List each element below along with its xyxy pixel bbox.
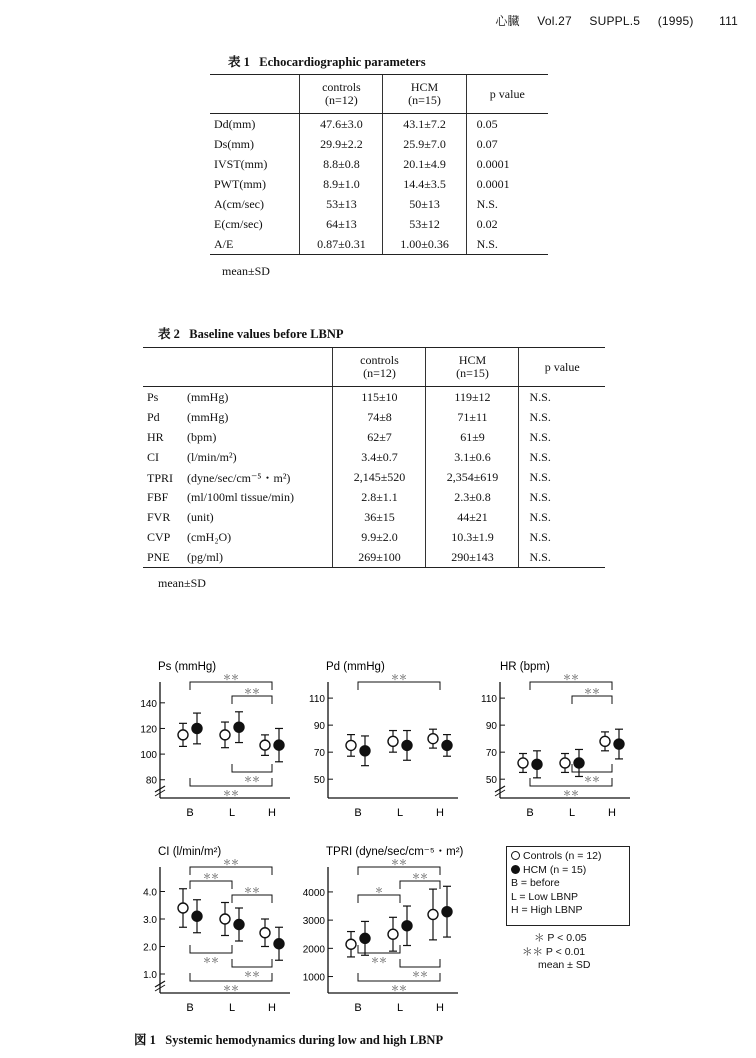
hcm-point — [360, 746, 370, 756]
legend-p05: ＊ P < 0.05 — [534, 932, 587, 944]
hcm-cell: 44±21 — [426, 507, 519, 527]
column-header — [143, 348, 333, 387]
significance-label: ＊＊ — [584, 775, 600, 784]
y-tick-label: 1000 — [302, 972, 325, 984]
param-name: TPRI — [147, 470, 174, 485]
significance-label: ＊＊ — [203, 956, 219, 965]
param-name: PNE — [147, 549, 170, 564]
x-tick-label: L — [396, 807, 404, 819]
param-name: Pd — [147, 409, 160, 424]
param-cell: A(cm/sec) — [214, 196, 264, 211]
param-name: CI — [147, 449, 159, 464]
controls-cell: 2,145±520 — [333, 467, 426, 487]
year: (1995) — [657, 14, 694, 28]
significance-bracket — [190, 881, 232, 889]
controls-cell: 0.87±0.31 — [300, 234, 383, 255]
controls-cell: 74±8 — [333, 407, 426, 427]
significance-label: ＊＊ — [244, 970, 260, 979]
table2-caption — [158, 324, 344, 342]
hcm-point — [192, 911, 202, 921]
y-tick-label: 3.0 — [143, 915, 157, 926]
significance-legend — [522, 932, 590, 973]
param-unit: (unit) — [187, 509, 214, 524]
page-number: 111 — [719, 14, 738, 28]
significance-bracket — [358, 895, 400, 903]
hcm-cell: 2.3±0.8 — [426, 487, 519, 507]
significance-bracket — [572, 696, 612, 704]
param-cell — [143, 487, 333, 507]
chart-panel — [303, 846, 464, 1014]
chart-panel — [309, 661, 458, 819]
table-row — [210, 194, 548, 214]
y-tick-label: 110 — [309, 694, 325, 706]
significance-bracket — [232, 959, 272, 967]
significance-label: ＊＊ — [244, 687, 260, 696]
param-cell: E(cm/sec) — [214, 216, 263, 231]
param-cell — [143, 427, 333, 447]
param-cell: Dd(mm) — [214, 116, 256, 131]
controls-cell: 2.8±1.1 — [333, 487, 426, 507]
significance-label: ＊＊ — [391, 673, 407, 682]
controls-point — [178, 730, 188, 740]
p-value-cell: N.S. — [519, 467, 605, 487]
controls-point — [600, 736, 610, 746]
hcm-cell: 1.00±0.36 — [383, 234, 466, 255]
hcm-point — [442, 907, 452, 917]
controls-point — [428, 734, 438, 744]
y-tick-label: 90 — [313, 721, 325, 733]
y-tick-label: 70 — [313, 748, 325, 760]
param-cell — [143, 447, 333, 467]
controls-point — [388, 736, 398, 746]
legend-b: B = before — [511, 877, 560, 889]
controls-cell: 9.9±2.0 — [333, 527, 426, 547]
significance-label: ＊ — [375, 886, 383, 895]
table-row — [143, 427, 605, 447]
table-row — [143, 527, 605, 547]
p-value-cell: N.S. — [519, 507, 605, 527]
y-tick-label: 100 — [140, 750, 157, 762]
y-tick-label: 4000 — [302, 887, 325, 899]
chart-panel — [140, 661, 290, 819]
hcm-point — [442, 740, 452, 750]
controls-point — [260, 928, 270, 938]
table-row — [210, 234, 548, 255]
hcm-cell: 20.1±4.9 — [383, 154, 466, 174]
controls-point — [518, 758, 528, 768]
param-cell: IVST(mm) — [214, 156, 268, 171]
param-unit: (mmHg) — [187, 409, 229, 424]
column-header: controls (n=12) — [300, 75, 383, 114]
controls-cell: 8.9±1.0 — [300, 174, 383, 194]
hcm-point — [402, 740, 412, 750]
x-tick-label: B — [186, 1002, 194, 1014]
chart-title: Ps (mmHg) — [158, 661, 217, 673]
volume: Vol.27 — [537, 14, 572, 28]
significance-label: ＊＊ — [244, 886, 260, 895]
table1 — [210, 74, 548, 255]
controls-cell: 115±10 — [333, 387, 426, 408]
legend-msd: mean ± SD — [538, 959, 591, 971]
param-name: Ps — [147, 389, 159, 404]
hcm-point — [274, 740, 284, 750]
significance-bracket — [400, 881, 440, 889]
controls-cell: 47.6±3.0 — [300, 114, 383, 135]
y-tick-label: 50 — [485, 775, 497, 787]
hcm-cell: 3.1±0.6 — [426, 447, 519, 467]
chart-title: CI (l/min/m²) — [158, 846, 222, 858]
legend-h: H = High LBNP — [511, 904, 583, 916]
param-cell — [143, 407, 333, 427]
table-row — [143, 507, 605, 527]
param-cell — [143, 547, 333, 568]
p-value-cell: 0.05 — [466, 114, 548, 135]
hcm-cell: 10.3±1.9 — [426, 527, 519, 547]
journal-name: 心臓 — [495, 14, 520, 28]
table1-note: mean±SD — [222, 264, 270, 278]
significance-bracket — [358, 945, 400, 953]
controls-cell: 62±7 — [333, 427, 426, 447]
significance-label: ＊＊ — [203, 872, 219, 881]
x-tick-label: H — [268, 807, 276, 819]
table-row — [143, 547, 605, 568]
p-value-cell: N.S. — [519, 427, 605, 447]
legend-hcm: HCM (n = 15) — [511, 864, 625, 878]
hcm-cell: 2,354±619 — [426, 467, 519, 487]
chart-title: HR (bpm) — [500, 661, 550, 673]
param-cell: A/E — [210, 234, 300, 255]
figure-1 — [0, 640, 756, 1020]
param-unit: (ml/100ml tissue/min) — [187, 489, 294, 504]
column-header: p value — [466, 75, 548, 114]
significance-bracket — [232, 764, 272, 772]
hcm-point — [274, 939, 284, 949]
significance-bracket — [400, 959, 440, 967]
controls-point — [220, 914, 230, 924]
hcm-point — [402, 921, 412, 931]
hcm-point — [234, 920, 244, 930]
param-unit: (cmH₂O) — [187, 529, 232, 544]
controls-point — [346, 740, 356, 750]
table-row — [143, 447, 605, 467]
y-tick-label: 50 — [313, 775, 325, 787]
p-value-cell: N.S. — [519, 387, 605, 408]
param-cell — [143, 387, 333, 408]
x-tick-label: B — [354, 807, 362, 819]
controls-point — [346, 939, 356, 949]
y-tick-label: 2000 — [302, 944, 325, 956]
table2 — [143, 347, 605, 568]
figure-title: Systemic hemodynamics during low and high LBNP — [165, 1033, 444, 1047]
significance-label: ＊＊ — [584, 687, 600, 696]
table-row — [143, 487, 605, 507]
hcm-cell: 25.9±7.0 — [383, 134, 466, 154]
x-tick-label: B — [186, 807, 194, 819]
param-cell — [143, 507, 333, 527]
hcm-cell: 119±12 — [426, 387, 519, 408]
p-value-cell: 0.07 — [466, 134, 548, 154]
y-tick-label: 120 — [140, 724, 157, 736]
x-tick-label: B — [526, 807, 534, 819]
x-tick-label: B — [354, 1002, 362, 1014]
significance-label: ＊＊ — [223, 673, 239, 682]
hcm-cell: 14.4±3.5 — [383, 174, 466, 194]
significance-bracket — [232, 895, 272, 903]
param-unit: (mmHg) — [187, 389, 229, 404]
legend-controls: Controls (n = 12) — [511, 850, 625, 864]
param-unit: (dyne/sec/cm⁻⁵・m²) — [187, 470, 291, 485]
param-cell: Ds(mm) — [214, 136, 254, 151]
open-circle-icon — [511, 851, 520, 860]
supplement: SUPPL.5 — [589, 14, 641, 28]
hcm-cell: 290±143 — [426, 547, 519, 568]
param-cell — [143, 527, 333, 547]
controls-point — [388, 929, 398, 939]
hcm-point — [574, 758, 584, 768]
hcm-point — [234, 722, 244, 732]
x-tick-label: L — [396, 1002, 404, 1014]
table-row — [210, 134, 548, 154]
table-row — [210, 154, 548, 174]
significance-label: ＊＊ — [223, 858, 239, 867]
controls-point — [178, 903, 188, 913]
column-header: p value — [519, 348, 605, 387]
table-row — [210, 114, 548, 135]
y-tick-label: 2.0 — [143, 942, 157, 954]
controls-cell: 64±13 — [300, 214, 383, 234]
chart-panel — [481, 661, 630, 819]
x-tick-label: H — [436, 1002, 444, 1014]
x-tick-label: H — [608, 807, 616, 819]
table-header-row — [210, 75, 548, 114]
hcm-point — [614, 739, 624, 749]
hcm-cell: 53±12 — [383, 214, 466, 234]
table-row — [210, 214, 548, 234]
y-tick-label: 3000 — [302, 916, 325, 928]
column-header: HCM (n=15) — [383, 75, 466, 114]
p-value-cell: N.S. — [466, 194, 548, 214]
significance-label: ＊＊ — [391, 984, 407, 993]
significance-bracket — [190, 945, 232, 953]
param-unit: (l/min/m²) — [187, 449, 237, 464]
p-value-cell: N.S. — [519, 527, 605, 547]
y-tick-label: 1.0 — [143, 970, 157, 981]
y-tick-label: 4.0 — [143, 887, 157, 899]
table1-title: Echocardiographic parameters — [259, 55, 426, 69]
table-row — [210, 174, 548, 194]
param-cell: PWT(mm) — [214, 176, 266, 191]
y-tick-label: 70 — [485, 748, 497, 760]
table2-label: 表 2 — [158, 327, 180, 341]
p-value-cell: 0.0001 — [466, 154, 548, 174]
figure-caption — [134, 1030, 443, 1048]
column-header: HCM (n=15) — [426, 348, 519, 387]
controls-cell: 29.9±2.2 — [300, 134, 383, 154]
table2-title: Baseline values before LBNP — [189, 327, 344, 341]
significance-label: ＊＊ — [391, 858, 407, 867]
controls-point — [260, 740, 270, 750]
param-name: HR — [147, 429, 164, 444]
column-header — [210, 75, 300, 114]
hcm-point — [532, 759, 542, 769]
legend-p01: ＊＊ P < 0.01 — [522, 945, 586, 958]
hcm-point — [192, 723, 202, 733]
controls-cell: 3.4±0.7 — [333, 447, 426, 467]
hcm-cell: 50±13 — [383, 194, 466, 214]
param-unit: (pg/ml) — [187, 549, 223, 564]
significance-bracket — [358, 682, 440, 690]
param-cell — [143, 467, 333, 487]
significance-label: ＊＊ — [223, 984, 239, 993]
hcm-cell: 43.1±7.2 — [383, 114, 466, 135]
significance-bracket — [232, 696, 272, 704]
x-tick-label: H — [436, 807, 444, 819]
controls-cell: 53±13 — [300, 194, 383, 214]
controls-point — [428, 909, 438, 919]
significance-label: ＊＊ — [563, 673, 579, 682]
significance-label: ＊＊ — [371, 956, 387, 965]
figure-label: 図 1 — [134, 1033, 156, 1047]
p-value-cell: N.S. — [519, 407, 605, 427]
p-value-cell: N.S. — [519, 447, 605, 467]
figure-legend — [506, 846, 630, 926]
table1-label: 表 1 — [228, 55, 250, 69]
table-row — [143, 407, 605, 427]
column-header: controls (n=12) — [333, 348, 426, 387]
running-header — [481, 12, 738, 29]
x-tick-label: L — [228, 1002, 236, 1014]
y-tick-label: 90 — [485, 721, 497, 733]
p-value-cell: 0.02 — [466, 214, 548, 234]
controls-cell: 36±15 — [333, 507, 426, 527]
x-tick-label: H — [268, 1002, 276, 1014]
table1-caption — [228, 52, 426, 70]
controls-point — [220, 730, 230, 740]
legend-l: L = Low LBNP — [511, 890, 579, 903]
chart-title: TPRI (dyne/sec/cm⁻⁵・m²) — [326, 846, 464, 858]
param-name: CVP — [147, 529, 171, 544]
param-unit: (bpm) — [187, 429, 217, 444]
hcm-cell: 71±11 — [426, 407, 519, 427]
significance-label: ＊＊ — [563, 789, 579, 798]
p-value-cell: N.S. — [466, 234, 548, 255]
p-value-cell: 0.0001 — [466, 174, 548, 194]
x-tick-label: L — [228, 807, 236, 819]
param-name: FVR — [147, 509, 171, 524]
table2-note: mean±SD — [158, 576, 206, 590]
y-tick-label: 110 — [481, 694, 497, 706]
p-value-cell: N.S. — [519, 487, 605, 507]
hcm-point — [360, 933, 370, 943]
param-name: FBF — [147, 489, 169, 504]
filled-circle-icon — [511, 865, 520, 874]
chart-panel — [143, 846, 290, 1014]
chart-title: Pd (mmHg) — [326, 661, 385, 673]
controls-point — [560, 758, 570, 768]
table-row — [143, 387, 605, 408]
hcm-cell: 61±9 — [426, 427, 519, 447]
y-tick-label: 80 — [145, 775, 157, 787]
table-header-row — [143, 348, 605, 387]
controls-cell: 269±100 — [333, 547, 426, 568]
significance-label: ＊＊ — [412, 970, 428, 979]
p-value-cell: N.S. — [519, 547, 605, 568]
controls-cell: 8.8±0.8 — [300, 154, 383, 174]
table-row — [143, 467, 605, 487]
significance-label: ＊＊ — [223, 789, 239, 798]
y-tick-label: 140 — [140, 698, 157, 710]
x-tick-label: L — [568, 807, 576, 819]
significance-label: ＊＊ — [244, 775, 260, 784]
significance-label: ＊＊ — [412, 872, 428, 881]
